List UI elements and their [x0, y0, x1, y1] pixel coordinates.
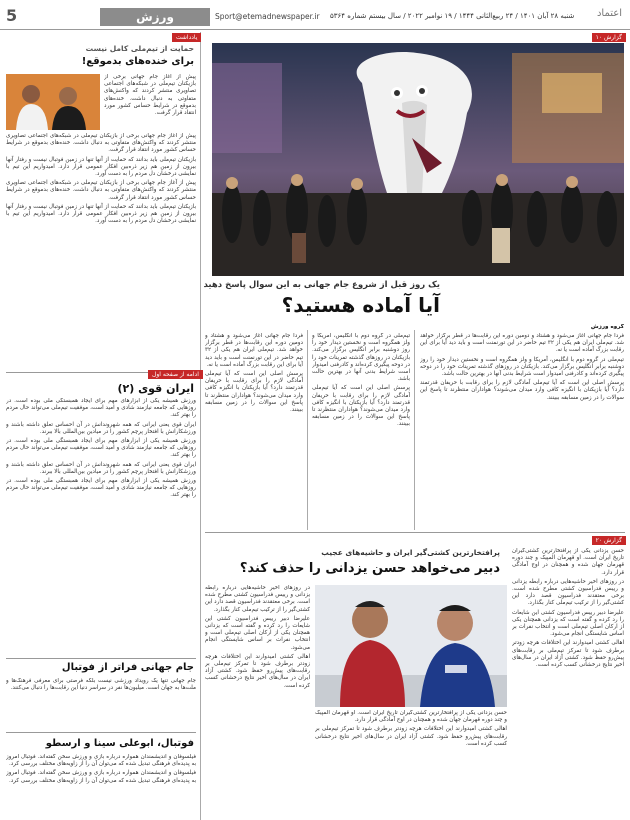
section-divider: [6, 658, 196, 659]
worldcup-subtitle: یک روز قبل از شروع جام جهانی به این سوال پاسخ دهید: [203, 280, 440, 290]
beyond-body: [6, 678, 196, 728]
worldcup-body-col2: [312, 333, 410, 528]
worldcup-paragraph: تیم‌ملی در گروه دوم با انگلیس، آمریکا و ولز همگروه است و نخستین دیدار خود را روز دوشنبه برابر انگلیس برگزار می‌کند. بازیکنان در روزهای گذشته تمرینات خود را در دوحه پیگیری کرده‌اند و کادرفنی امیدوار است شرایط بدنی آنها در بهترین حالت باشد.: [420, 356, 624, 378]
column-body-lower: [6, 133, 196, 369]
wrestlers-image: [315, 585, 507, 707]
football-paragraph: فیلسوفان و اندیشمندان همواره درباره بازی و ورزش سخن گفته‌اند. فوتبال امروز به پدیده‌ای فرهنگی تبدیل شده که می‌توان آن را از زاویه‌های مختلف بررسی کرد.: [6, 754, 196, 768]
ironman-paragraph: ورزش همیشه یکی از ابزارهای مهم برای ایجاد همبستگی ملی بوده است. در روزهایی که جامعه نیازمند شادی و امید است، موفقیت تیم‌ملی می‌تواند حال مردم را بهتر کند.: [6, 478, 196, 499]
newspaper-logo: اعتماد: [596, 8, 622, 19]
worldcup-body-col3: [205, 333, 303, 528]
worldcup-paragraph: پرسش اصلی این است که آیا تیم‌ملی آمادگی لازم را برای رقابت با حریفان قدرتمند دارد؟ آیا بازیکنان با انگیزه کافی وارد میدان می‌شوند؟ هواداران منتظرند تا پاسخ این سوالات را در زمین مسابقه ببینند.: [420, 380, 624, 401]
wrestling-body-right: [512, 548, 624, 813]
worldcup-headline: آیا آماده هستید؟: [281, 293, 440, 317]
column-kicker: حمایت از تیم‌ملی کامل نیست: [85, 44, 194, 53]
worldcup-body-col1: [420, 333, 624, 528]
section-divider: [205, 532, 625, 533]
worldcup-byline: گروه ورزش: [590, 324, 624, 330]
wrestling-paragraph: در روزهای اخیر حاشیه‌هایی درباره رابطه یزدانی و رییس فدراسیون کشتی مطرح شده است. برخی معتقدند فدراسیون قصد دارد این کشتی‌گیر را از ترکیب تیم‌ملی کنار بگذارد.: [205, 585, 310, 613]
wrestlers-photo: [315, 585, 507, 707]
worldcup-tag: گزارش ۱۰: [592, 33, 626, 42]
column-paragraph: بازیکنان تیم‌ملی باید بدانند که حمایت از آنها تنها در زمین فوتبال نیست و رفتار آنها بیرون از زمین هم زیر ذره‌بین افکار عمومی قرار دارد. امیدواریم این تیم با نمایشی درخشان دل مردم را به دست آورد.: [6, 156, 196, 178]
section-title: ورزش: [100, 8, 210, 26]
page-number: 5: [6, 6, 18, 25]
wrestling-paragraph: اهالی کشتی امیدوارند این اختلافات هرچه زودتر برطرف شود تا تمرکز تیم‌ملی بر رقابت‌های پیش‌رو حفظ شود. کشتی آزاد ایران در سال‌های اخیر نتایج درخشانی کسب کرده است.: [315, 726, 507, 747]
mascot-crowd-image: [212, 43, 624, 276]
column-headline: برای خنده‌های بدموقع!: [81, 56, 194, 67]
ironman-tag: ادامه از صفحه اول: [148, 370, 203, 379]
wrestling-paragraph: علیرضا دبیر رییس فدراسیون کشتی این شایعات را رد کرده و گفته است که یزدانی همچنان یکی از ارکان اصلی تیم‌ملی است و انتخاب نفرات بر اساس شایستگی انجام می‌شود.: [205, 615, 310, 651]
wrestling-kicker: پرافتخارترین کشتی‌گیر ایران و حاشیه‌های عجیب: [321, 548, 500, 557]
football-body: [6, 754, 196, 814]
ironman-paragraph: ایران قوی یعنی ایرانی که همه شهروندانش در آن احساس تعلق داشته باشند و ورزشکارانش با افتخار پرچم کشور را در میادین بین‌المللی بالا ببرند.: [6, 461, 196, 475]
column-paragraph: بازیکنان تیم‌ملی باید بدانند که حمایت از آنها تنها در زمین فوتبال نیست و رفتار آنها بیرون از زمین هم زیر ذره‌بین افکار عمومی قرار دارد. امیدواریم این تیم با نمایشی درخشان دل مردم را به دست آورد.: [6, 203, 196, 225]
wrestling-body-bottom: [315, 710, 507, 813]
column-paragraph: پیش از آغاز جام جهانی برخی از بازیکنان تیم‌ملی در شبکه‌های اجتماعی تصاویری منتشر کردند که واکنش‌های متفاوتی به دنبال داشت. خنده‌های بدموقع در شرایط حساس کشور مورد انتقاد قرار گرفت.: [6, 133, 196, 154]
worldcup-paragraph: فردا جام جهانی آغاز می‌شود و هشتاد و دومین دوره این رقابت‌ها در قطر برگزار خواهد شد. تیم‌ملی ایران هم یکی از ۳۲ تیم حاضر در این تورنمنت است و باید دید آیا برای این رقابت بزرگ آماده است یا نه.: [420, 333, 624, 354]
beyond-paragraph: جام جهانی تنها یک رویداد ورزشی نیست بلکه فرصتی برای معرفی فرهنگ‌ها و ملت‌ها به جهان است. میلیون‌ها نفر در سراسر دنیا این رقابت‌ها را دنبال می‌کنند.: [6, 678, 196, 692]
issue-dateline: شنبه ۲۸ آبان ۱۴۰۱ / ۲۴ ربیع‌الثانی ۱۴۴۴ / ۱۹ نوامبر ۲۰۲۲ / سال بیستم شماره ۵۳۶۴: [330, 12, 575, 20]
football-paragraph: فیلسوفان و اندیشمندان همواره درباره بازی و ورزش سخن گفته‌اند. فوتبال امروز به پدیده‌ای فرهنگی تبدیل شده که می‌توان آن را از زاویه‌های مختلف بررسی کرد.: [6, 770, 196, 784]
wrestling-tag: گزارش ۲۰: [592, 536, 626, 545]
column-tag: یادداشت: [172, 33, 201, 42]
wrestling-paragraph: حسن یزدانی یکی از پرافتخارترین کشتی‌گیران تاریخ ایران است. او قهرمان المپیک و چند دوره قهرمان جهان شده و همچنان در اوج آمادگی قرار دارد.: [315, 710, 507, 724]
comedians-photo: [6, 74, 100, 130]
worldcup-photo: [212, 43, 624, 276]
ironman-paragraph: ورزش همیشه یکی از ابزارهای مهم برای ایجاد همبستگی ملی بوده است. در روزهایی که جامعه نیازمند شادی و امید است، موفقیت تیم‌ملی می‌تواند حال مردم را بهتر کند.: [6, 398, 196, 419]
worldcup-paragraph: تیم‌ملی در گروه دوم با انگلیس، آمریکا و ولز همگروه است و نخستین دیدار خود را روز دوشنبه برابر انگلیس برگزار می‌کند. بازیکنان در روزهای گذشته تمرینات خود را در دوحه پیگیری کرده‌اند و کادرفنی امیدوار است شرایط بدنی آنها در بهترین حالت باشد.: [312, 333, 410, 383]
beyond-headline: جام جهانی فراتر از فوتبال: [61, 662, 194, 673]
column-paragraph: پیش از آغاز جام جهانی برخی از بازیکنان تیم‌ملی در شبکه‌های اجتماعی تصاویری منتشر کردند که واکنش‌های متفاوتی به دنبال داشت. خنده‌های بدموقع در شرایط حساس کشور مورد انتقاد قرار گرفت.: [104, 74, 196, 117]
wrestling-paragraph: اهالی کشتی امیدوارند این اختلافات هرچه زودتر برطرف شود تا تمرکز تیم‌ملی بر رقابت‌های پیش‌رو حفظ شود. کشتی آزاد ایران در سال‌های اخیر نتایج درخشانی کسب کرده است.: [205, 653, 310, 689]
ironman-headline: ایران قوی (۲): [117, 382, 194, 395]
worldcup-paragraph: پرسش اصلی این است که آیا تیم‌ملی آمادگی لازم را برای رقابت با حریفان قدرتمند دارد؟ آیا بازیکنان با انگیزه کافی وارد میدان می‌شوند؟ هواداران منتظرند تا پاسخ این سوالات را در زمین مسابقه ببینند.: [205, 371, 303, 414]
column-rule: [307, 330, 308, 530]
wrestling-paragraph: در روزهای اخیر حاشیه‌هایی درباره رابطه یزدانی و رییس فدراسیون کشتی مطرح شده است. برخی معتقدند فدراسیون قصد دارد این کشتی‌گیر را از ترکیب تیم‌ملی کنار بگذارد.: [512, 578, 624, 607]
wrestling-paragraph: حسن یزدانی یکی از پرافتخارترین کشتی‌گیران تاریخ ایران است. او قهرمان المپیک و چند دوره قهرمان جهان شده و همچنان در اوج آمادگی قرار دارد.: [512, 548, 624, 576]
players-laughing-image: [6, 74, 100, 130]
football-headline: فوتبال، ابوعلی سینا و ارسطو: [45, 738, 194, 749]
wrestling-headline: دبیر می‌خواهد حسن یزدانی را حذف کند؟: [239, 561, 500, 576]
wrestling-paragraph: علیرضا دبیر رییس فدراسیون کشتی این شایعات را رد کرده و گفته است که یزدانی همچنان یکی از ارکان اصلی تیم‌ملی است و انتخاب نفرات بر اساس شایستگی انجام می‌شود.: [512, 609, 624, 638]
section-divider: [6, 732, 196, 733]
wrestling-body-left: [205, 585, 310, 813]
column-rule: [200, 32, 201, 820]
worldcup-paragraph: پرسش اصلی این است که آیا تیم‌ملی آمادگی لازم را برای رقابت با حریفان قدرتمند دارد؟ آیا بازیکنان با انگیزه کافی وارد میدان می‌شوند؟ هواداران منتظرند تا پاسخ این سوالات را در زمین مسابقه ببینند.: [312, 385, 410, 428]
wrestling-paragraph: اهالی کشتی امیدوارند این اختلافات هرچه زودتر برطرف شود تا تمرکز تیم‌ملی بر رقابت‌های پیش‌رو حفظ شود. کشتی آزاد ایران در سال‌های اخیر نتایج درخشانی کسب کرده است.: [512, 640, 624, 669]
column-rule: [414, 330, 415, 530]
column-body: [104, 74, 196, 130]
ironman-body: [6, 398, 196, 654]
page-header: [0, 0, 630, 30]
worldcup-paragraph: فردا جام جهانی آغاز می‌شود و هشتاد و دومین دوره این رقابت‌ها در قطر برگزار خواهد شد. تیم‌ملی ایران هم یکی از ۳۲ تیم حاضر در این تورنمنت است و باید دید آیا برای این رقابت بزرگ آماده است یا نه.: [205, 333, 303, 368]
ironman-paragraph: ایران قوی یعنی ایرانی که همه شهروندانش در آن احساس تعلق داشته باشند و ورزشکارانش با افتخار پرچم کشور را در میادین بین‌المللی بالا ببرند.: [6, 421, 196, 435]
column-paragraph: پیش از آغاز جام جهانی برخی از بازیکنان تیم‌ملی در شبکه‌های اجتماعی تصاویری منتشر کردند که واکنش‌های متفاوتی به دنبال داشت. خنده‌های بدموقع در شرایط حساس کشور مورد انتقاد قرار گرفت.: [6, 180, 196, 201]
website-email[interactable]: Sport@etemadnewspaper.ir: [215, 12, 320, 21]
ironman-paragraph: ورزش همیشه یکی از ابزارهای مهم برای ایجاد همبستگی ملی بوده است. در روزهایی که جامعه نیازمند شادی و امید است، موفقیت تیم‌ملی می‌تواند حال مردم را بهتر کند.: [6, 438, 196, 459]
